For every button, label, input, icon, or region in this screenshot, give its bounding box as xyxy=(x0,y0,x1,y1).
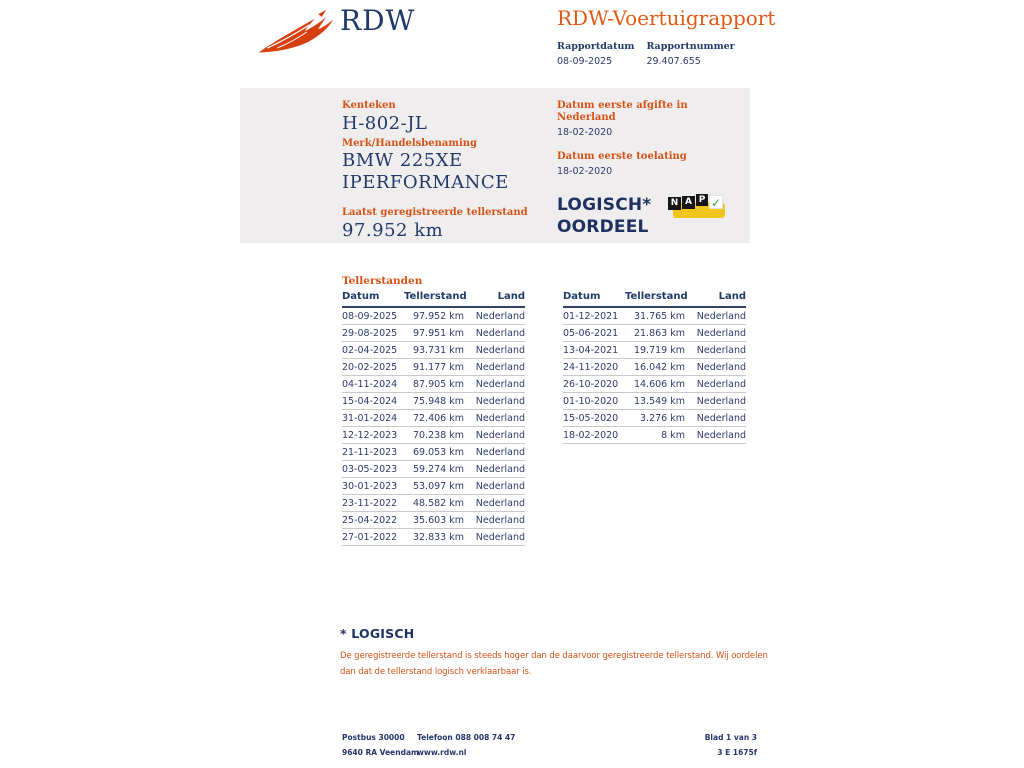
table-row xyxy=(563,376,746,393)
table-row xyxy=(342,359,525,376)
table-cell: 31.765 km xyxy=(625,307,685,325)
toelating-label: Datum eerste toelating xyxy=(557,151,687,162)
report-number-value: 29.407.655 xyxy=(646,56,701,67)
table-cell: 59.274 km xyxy=(404,461,464,478)
table-cell: 97.952 km xyxy=(404,307,464,325)
table-cell: Nederland xyxy=(464,359,525,376)
table-cell: Nederland xyxy=(464,393,525,410)
logisch-footnote xyxy=(340,626,772,680)
table-cell: 29-08-2025 xyxy=(342,325,404,342)
table-row xyxy=(342,342,525,359)
table-cell: Nederland xyxy=(464,410,525,427)
table-cell: 13.549 km xyxy=(625,393,685,410)
table-cell: Nederland xyxy=(464,495,525,512)
tellerstanden-title: Tellerstanden xyxy=(342,275,423,287)
table-cell: Nederland xyxy=(464,444,525,461)
table-cell: Nederland xyxy=(685,342,746,359)
table-cell: Nederland xyxy=(464,512,525,529)
table-cell: 19.719 km xyxy=(625,342,685,359)
table-row xyxy=(563,325,746,342)
table-cell: Nederland xyxy=(464,529,525,546)
footer-contact xyxy=(417,730,515,760)
footer-page-number: Blad 1 van 3 xyxy=(704,733,757,742)
table-cell: 93.731 km xyxy=(404,342,464,359)
table-header-row xyxy=(563,291,746,307)
nap-letter-tile: N xyxy=(668,197,681,210)
nap-letter-tile: P xyxy=(696,194,708,206)
table-cell: 12-12-2023 xyxy=(342,427,404,444)
footer-page-info xyxy=(705,730,757,760)
table-cell: 02-04-2025 xyxy=(342,342,404,359)
table-cell: 48.582 km xyxy=(404,495,464,512)
table-row xyxy=(342,427,525,444)
column-header-land: Land xyxy=(685,291,746,307)
table-cell: 05-06-2021 xyxy=(563,325,625,342)
table-cell: Nederland xyxy=(464,342,525,359)
table-row xyxy=(563,393,746,410)
table-row xyxy=(342,307,525,325)
table-cell: Nederland xyxy=(685,325,746,342)
table-cell: Nederland xyxy=(464,478,525,495)
footer-postbus: Postbus 30000 xyxy=(342,733,405,742)
table-row xyxy=(563,307,746,325)
afgifte-value: 18-02-2020 xyxy=(557,127,613,138)
table-cell: 24-11-2020 xyxy=(563,359,625,376)
table-row xyxy=(342,325,525,342)
merk-label: Merk/Handelsbenaming xyxy=(342,138,478,149)
table-cell: 70.238 km xyxy=(404,427,464,444)
table-row xyxy=(342,529,525,546)
nap-checkmark-icon: ✓ xyxy=(710,196,722,210)
vehicle-info-right xyxy=(557,100,742,240)
table-row xyxy=(342,495,525,512)
vehicle-info-left xyxy=(342,100,542,243)
table-cell: 03-05-2023 xyxy=(342,461,404,478)
report-date-label: Rapportdatum xyxy=(557,41,635,52)
column-header-land: Land xyxy=(464,291,525,307)
laatste-tellerstand-label: Laatst geregistreerde tellerstand xyxy=(342,207,528,218)
table-cell: 35.603 km xyxy=(404,512,464,529)
table-cell: 8 km xyxy=(625,427,685,444)
table-cell: 75.948 km xyxy=(404,393,464,410)
laatste-tellerstand-value: 97.952 km xyxy=(342,220,444,241)
table-cell: 21-11-2023 xyxy=(342,444,404,461)
table-cell: 27-01-2022 xyxy=(342,529,404,546)
table-cell: 04-11-2024 xyxy=(342,376,404,393)
column-header-datum: Datum xyxy=(342,291,404,307)
report-header xyxy=(557,6,777,68)
report-date-block xyxy=(557,41,634,68)
table-cell: 53.097 km xyxy=(404,478,464,495)
table-row xyxy=(342,410,525,427)
footer-form-code: 3 E 1675f xyxy=(717,748,757,757)
nap-letter-tile: A xyxy=(682,196,695,209)
table-row xyxy=(342,461,525,478)
table-row xyxy=(342,512,525,529)
oordeel-block xyxy=(557,194,742,240)
table-cell: 87.905 km xyxy=(404,376,464,393)
table-cell: Nederland xyxy=(464,376,525,393)
table-cell: Nederland xyxy=(464,307,525,325)
table-row xyxy=(342,478,525,495)
table-row xyxy=(342,444,525,461)
table-row xyxy=(342,393,525,410)
table-cell: 21.863 km xyxy=(625,325,685,342)
table-cell: Nederland xyxy=(685,427,746,444)
table-cell: Nederland xyxy=(464,461,525,478)
table-row xyxy=(563,359,746,376)
nap-logo xyxy=(668,194,726,221)
table-cell: 20-02-2025 xyxy=(342,359,404,376)
tellerstanden-table-left xyxy=(342,291,525,546)
table-cell: Nederland xyxy=(685,359,746,376)
table-cell: Nederland xyxy=(464,427,525,444)
afgifte-label: Datum eerste afgifte in Nederland xyxy=(557,100,688,123)
table-cell: 97.951 km xyxy=(404,325,464,342)
table-cell: 01-10-2020 xyxy=(563,393,625,410)
column-header-tellerstand: Tellerstand xyxy=(404,291,464,307)
table-cell: 01-12-2021 xyxy=(563,307,625,325)
table-cell: 13-04-2021 xyxy=(563,342,625,359)
table-cell: 30-01-2023 xyxy=(342,478,404,495)
logisch-footnote-text: De geregistreerde tellerstand is steeds hoger dan de daarvoor geregistreerde tellerstand. Wij oordelen dan dat de tellerstand logisch verklaarbaar is. xyxy=(340,651,768,677)
table-cell: 23-11-2022 xyxy=(342,495,404,512)
toelating-value: 18-02-2020 xyxy=(557,166,613,177)
table-row xyxy=(563,342,746,359)
table-cell: 15-04-2024 xyxy=(342,393,404,410)
logisch-footnote-title: * LOGISCH xyxy=(340,626,415,641)
table-cell: 26-10-2020 xyxy=(563,376,625,393)
table-cell: 72.406 km xyxy=(404,410,464,427)
table-cell: Nederland xyxy=(685,307,746,325)
vehicle-info-box xyxy=(240,88,750,243)
table-cell: Nederland xyxy=(685,393,746,410)
footer-phone: Telefoon 088 008 74 47 xyxy=(417,733,516,742)
table-cell: 16.042 km xyxy=(625,359,685,376)
table-cell: 3.276 km xyxy=(625,410,685,427)
table-cell: Nederland xyxy=(685,376,746,393)
table-cell: Nederland xyxy=(685,410,746,427)
table-header-row xyxy=(342,291,525,307)
tellerstanden-table-right xyxy=(563,291,746,444)
kenteken-value: H-802-JL xyxy=(342,113,428,134)
table-cell: 14.606 km xyxy=(625,376,685,393)
rdw-wordmark: RDW xyxy=(340,4,416,37)
table-cell: 69.053 km xyxy=(404,444,464,461)
table-cell: 08-09-2025 xyxy=(342,307,404,325)
table-row xyxy=(342,376,525,393)
oordeel-line2: OORDEEL xyxy=(557,217,649,237)
table-cell: 15-05-2020 xyxy=(563,410,625,427)
table-cell: Nederland xyxy=(464,325,525,342)
report-date-value: 08-09-2025 xyxy=(557,56,613,67)
table-cell: 31-01-2024 xyxy=(342,410,404,427)
table-cell: 25-04-2022 xyxy=(342,512,404,529)
footer-city: 9640 RA Veendam xyxy=(342,748,419,757)
report-number-block xyxy=(646,41,734,68)
merk-value: BMW 225XE IPERFORMANCE xyxy=(342,150,509,193)
table-row xyxy=(563,410,746,427)
table-cell: 32.833 km xyxy=(404,529,464,546)
table-cell: 91.177 km xyxy=(404,359,464,376)
column-header-datum: Datum xyxy=(563,291,625,307)
column-header-tellerstand: Tellerstand xyxy=(625,291,685,307)
footer-address xyxy=(342,730,419,760)
kenteken-label: Kenteken xyxy=(342,100,396,111)
report-number-label: Rapportnummer xyxy=(646,41,735,52)
rdw-wing-icon xyxy=(256,8,336,56)
oordeel-line1: LOGISCH* xyxy=(557,195,652,215)
report-title: RDW-Voertuigrapport xyxy=(557,6,776,30)
table-row xyxy=(563,427,746,444)
table-cell: 18-02-2020 xyxy=(563,427,625,444)
footer-website: www.rdw.nl xyxy=(417,748,467,757)
